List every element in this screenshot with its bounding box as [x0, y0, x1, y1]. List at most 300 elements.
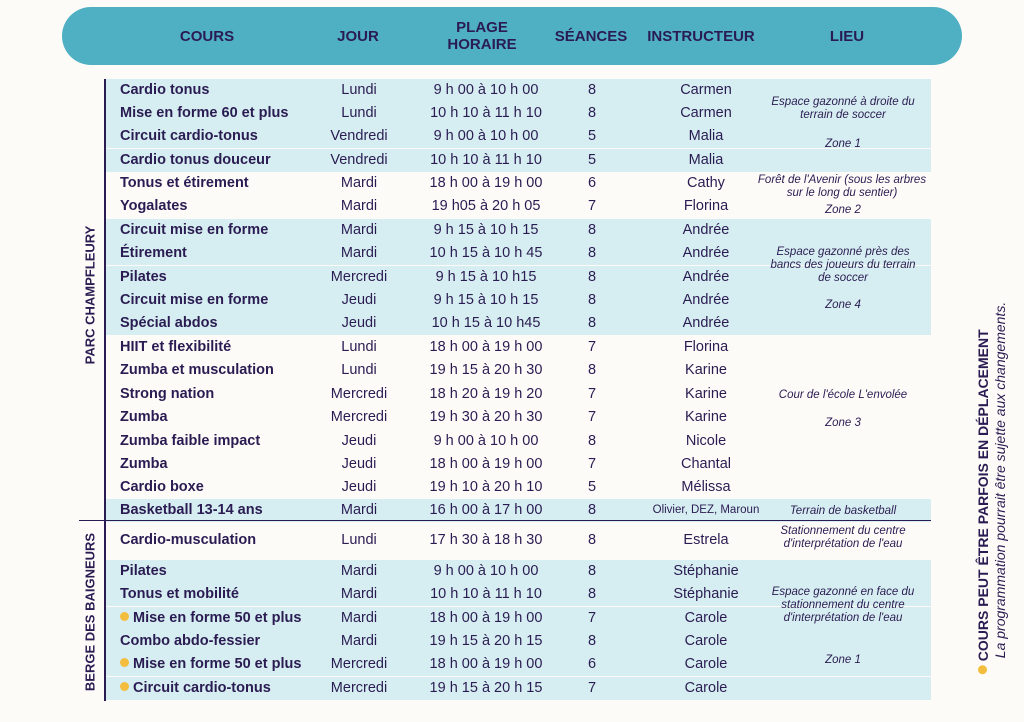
course-day: [306, 525, 412, 555]
course-time-text: 18 h 00 à 19 h 00: [429, 656, 543, 672]
course-name-text: HIIT et flexibilité: [120, 339, 232, 355]
course-instructor-text: Carmen: [680, 105, 732, 121]
course-sessions-text: 7: [587, 610, 597, 626]
course-day-text: Mercredi: [330, 656, 388, 672]
course-sessions-text: 6: [587, 175, 597, 191]
course-time: [416, 336, 556, 359]
course-day-text: Vendredi: [330, 152, 388, 168]
course-day: [306, 266, 412, 289]
course-day-text: Jeudi: [341, 433, 377, 449]
lieu-zone-2: Zone 2: [825, 204, 861, 216]
course-name-text: Basketball 13-14 ans: [120, 502, 263, 518]
course-sessions: [567, 312, 617, 335]
course-time-text: 19 h 30 à 20 h 30: [429, 409, 543, 425]
lieu-espace-soccer: Espace gazonné à droite du terrain de soccer: [771, 96, 915, 121]
course-name-text: Circuit cardio-tonus: [133, 680, 271, 696]
section-label-berge: BERGE DES BAIGNEURS: [82, 532, 98, 692]
course-time: [416, 219, 556, 242]
course-day-text: Mardi: [340, 586, 378, 602]
lieu-foret-avenir: Forêt de l'Avenir (sous les arbres sur le long du sentier): [757, 174, 927, 199]
course-sessions: [567, 125, 617, 148]
course-instructor-text: Nicole: [685, 433, 727, 449]
course-instructor-text: Andrée: [682, 245, 730, 261]
course-instructor-text: Florina: [683, 198, 729, 214]
course-instructor: [636, 476, 776, 499]
course-name: [120, 289, 268, 312]
course-time: [416, 476, 556, 499]
course-name: [120, 102, 288, 125]
course-sessions-text: 8: [587, 433, 597, 449]
course-instructor-text: Karine: [685, 386, 727, 402]
header-cours: COURS: [179, 27, 235, 45]
course-sessions: [567, 359, 617, 382]
course-day: [306, 653, 412, 676]
course-day-text: Mardi: [340, 610, 378, 626]
course-sessions-text: 7: [587, 409, 597, 425]
side-note: [975, 302, 1009, 674]
course-sessions-text: 7: [587, 680, 597, 696]
course-sessions-text: 8: [587, 502, 597, 518]
course-time-text: 19 h 15 à 20 h 30: [429, 362, 543, 378]
course-instructor: [636, 242, 776, 265]
course-time: [416, 172, 556, 195]
course-sessions: [567, 525, 617, 555]
course-instructor: [636, 430, 776, 453]
course-sessions-text: 7: [587, 198, 597, 214]
header-instructeur: INSTRUCTEUR: [647, 27, 755, 45]
course-day: [306, 560, 412, 583]
course-time: [416, 525, 556, 555]
lieu-terrain-basketball: Terrain de basketball: [789, 505, 897, 517]
course-day: [306, 583, 412, 606]
course-instructor-text: Andrée: [682, 292, 730, 308]
course-sessions-text: 8: [587, 633, 597, 649]
course-time: [416, 499, 556, 522]
course-day: [306, 195, 412, 218]
course-name: [120, 149, 271, 172]
course-day-text: Lundi: [341, 82, 377, 98]
course-instructor-text: Karine: [685, 362, 727, 378]
course-sessions-text: 8: [587, 532, 597, 548]
course-name-text: Zumba: [120, 409, 168, 425]
course-time-text: 18 h 00 à 19 h 00: [429, 339, 543, 355]
course-name-text: Pilates: [120, 269, 167, 285]
course-time: [416, 383, 556, 406]
course-instructor: [636, 499, 776, 522]
course-time-text: 9 h 00 à 10 h 00: [433, 433, 539, 449]
course-instructor: [636, 677, 776, 700]
course-name: [120, 525, 256, 555]
course-time: [416, 359, 556, 382]
course-name-text: Cardio boxe: [120, 479, 204, 495]
table-row: [106, 359, 931, 382]
course-day-text: Mercredi: [330, 386, 388, 402]
course-name-text: Circuit mise en forme: [120, 292, 269, 308]
course-day-text: Lundi: [341, 339, 377, 355]
header-lieu: LIEU: [829, 27, 865, 45]
course-instructor-text: Malia: [688, 128, 724, 144]
course-day-text: Lundi: [341, 105, 377, 121]
course-instructor-text: Andrée: [682, 315, 730, 331]
course-day-text: Mardi: [340, 175, 378, 191]
course-time: [416, 195, 556, 218]
course-instructor-text: Mélissa: [681, 479, 731, 495]
lieu-bancs-soccer: Espace gazonné près des bancs des joueurs du terrain de soccer: [770, 246, 916, 284]
course-day: [306, 125, 412, 148]
course-time: [416, 453, 556, 476]
course-day-text: Lundi: [341, 362, 377, 378]
lieu-zone-1: Zone 1: [825, 138, 861, 150]
course-name-text: Cardio-musculation: [120, 532, 257, 548]
course-sessions-text: 8: [587, 245, 597, 261]
course-time: [416, 289, 556, 312]
course-instructor-text: Carole: [684, 656, 728, 672]
course-day-text: Lundi: [341, 532, 377, 548]
course-name: [120, 312, 218, 335]
course-name-text: Tonus et étirement: [120, 175, 249, 191]
lieu-espace-face-stationnement: Espace gazonné en face du stationnement du centre d'interprétation de l'eau: [771, 586, 915, 624]
table-row: [106, 476, 931, 499]
course-instructor: [636, 607, 776, 630]
course-time-text: 9 h 15 à 10 h15: [435, 269, 537, 285]
course-sessions: [567, 242, 617, 265]
table-row: [106, 149, 931, 172]
course-day-text: Mardi: [340, 502, 378, 518]
course-time-text: 19 h 15 à 20 h 15: [429, 680, 543, 696]
course-name: [120, 336, 231, 359]
course-sessions: [567, 453, 617, 476]
course-sessions: [567, 266, 617, 289]
course-time: [416, 266, 556, 289]
course-day: [306, 383, 412, 406]
course-sessions: [567, 583, 617, 606]
course-time-text: 19 h05 à 20 h 05: [431, 198, 541, 214]
course-time: [416, 125, 556, 148]
course-time: [416, 102, 556, 125]
course-instructor-text: Stéphanie: [673, 563, 739, 579]
course-time-text: 17 h 30 à 18 h 30: [429, 532, 543, 548]
table-row: [106, 453, 931, 476]
table-row: [106, 430, 931, 453]
course-sessions-text: 7: [587, 386, 597, 402]
lieu-zone-4: Zone 4: [825, 299, 861, 311]
course-time: [416, 430, 556, 453]
course-sessions-text: 7: [587, 456, 597, 472]
course-name: [120, 430, 260, 453]
course-day: [306, 359, 412, 382]
course-sessions-text: 8: [587, 362, 597, 378]
course-name-text: Combo abdo-fessier: [120, 633, 261, 649]
course-name: [120, 630, 260, 653]
course-instructor: [636, 266, 776, 289]
course-day-text: Jeudi: [341, 456, 377, 472]
course-day: [306, 149, 412, 172]
course-name: [120, 195, 187, 218]
course-name: [120, 219, 268, 242]
legend-dot-icon: [978, 665, 987, 674]
course-instructor-text: Cathy: [687, 175, 725, 191]
course-day: [306, 430, 412, 453]
course-day: [306, 630, 412, 653]
course-instructor: [636, 560, 776, 583]
header-plage: [427, 7, 537, 65]
course-time: [416, 677, 556, 700]
course-name-text: Cardio tonus douceur: [120, 152, 271, 168]
table-row: [106, 560, 931, 583]
header-plage-line2: HORAIRE: [447, 36, 517, 53]
course-instructor-text: Carole: [684, 680, 728, 696]
course-sessions: [567, 336, 617, 359]
course-instructor: [636, 406, 776, 429]
course-instructor: [636, 630, 776, 653]
course-sessions: [567, 102, 617, 125]
course-sessions: [567, 406, 617, 429]
course-sessions: [567, 289, 617, 312]
course-instructor: [636, 125, 776, 148]
course-time-text: 9 h 00 à 10 h 00: [433, 82, 539, 98]
course-sessions-text: 5: [587, 152, 597, 168]
course-day-text: Jeudi: [341, 315, 377, 331]
course-sessions: [567, 607, 617, 630]
course-sessions: [567, 195, 617, 218]
course-name: [120, 677, 271, 700]
course-instructor: [636, 79, 776, 102]
course-sessions-text: 7: [587, 339, 597, 355]
note-changements: La programmation pourrait être sujette aux changements.: [992, 301, 1008, 659]
course-name-text: Mise en forme 50 et plus: [133, 610, 302, 626]
course-sessions-text: 8: [587, 82, 597, 98]
section-divider-horizontal: [79, 520, 931, 521]
course-day: [306, 476, 412, 499]
course-instructor-text: Andrée: [682, 222, 730, 238]
course-instructor-text: Malia: [688, 152, 724, 168]
table-row: [106, 677, 931, 700]
course-sessions: [567, 79, 617, 102]
course-sessions: [567, 677, 617, 700]
course-time-text: 19 h 15 à 20 h 15: [429, 633, 543, 649]
course-instructor: [636, 312, 776, 335]
course-sessions-text: 5: [587, 128, 597, 144]
course-sessions-text: 6: [587, 656, 597, 672]
course-name: [120, 607, 301, 630]
course-sessions-text: 5: [587, 479, 597, 495]
course-instructor: [636, 219, 776, 242]
course-name-text: Circuit mise en forme: [120, 222, 269, 238]
course-instructor-text: Stéphanie: [673, 586, 739, 602]
course-sessions-text: 8: [587, 105, 597, 121]
course-day-text: Jeudi: [341, 479, 377, 495]
course-instructor: [636, 336, 776, 359]
course-day: [306, 677, 412, 700]
yellow-dot-icon: [120, 682, 129, 691]
header-jour: JOUR: [337, 27, 379, 45]
course-sessions-text: 8: [587, 563, 597, 579]
course-instructor: [636, 453, 776, 476]
course-day: [306, 102, 412, 125]
table-row: [106, 630, 931, 653]
course-time-text: 18 h 00 à 19 h 00: [429, 610, 543, 626]
course-time: [416, 312, 556, 335]
course-time: [416, 653, 556, 676]
course-sessions: [567, 653, 617, 676]
course-sessions-text: 8: [587, 222, 597, 238]
course-name-text: Circuit cardio-tonus: [120, 128, 258, 144]
course-name: [120, 125, 258, 148]
course-instructor-text: Carmen: [680, 82, 732, 98]
course-name-text: Mise en forme 50 et plus: [133, 656, 302, 672]
course-time-text: 10 h 15 à 10 h45: [431, 315, 541, 331]
course-name-text: Cardio tonus: [120, 82, 210, 98]
course-day-text: Mercredi: [330, 269, 388, 285]
table-row: [106, 312, 931, 335]
course-name-text: Spécial abdos: [120, 315, 218, 331]
course-time: [416, 630, 556, 653]
course-sessions: [567, 219, 617, 242]
course-name-text: Étirement: [120, 245, 187, 261]
course-instructor-text: Olivier, DEZ, Maroun: [652, 504, 760, 516]
course-day: [306, 453, 412, 476]
lieu-zone-1-berge: Zone 1: [825, 654, 861, 666]
course-name: [120, 499, 263, 522]
course-name: [120, 583, 239, 606]
course-name-text: Pilates: [120, 563, 167, 579]
table-row: [106, 336, 931, 359]
course-day: [306, 79, 412, 102]
lieu-stationnement: Stationnement du centre d'interprétation de l'eau: [780, 525, 906, 550]
course-time: [416, 607, 556, 630]
course-name-text: Zumba faible impact: [120, 433, 261, 449]
course-day-text: Mardi: [340, 563, 378, 579]
course-name-text: Zumba: [120, 456, 168, 472]
note-deplacement: COURS PEUT ÊTRE PARFOIS EN DÉPLACEMENT: [975, 329, 991, 662]
course-name-text: Yogalates: [120, 198, 188, 214]
table-row: [106, 219, 931, 242]
course-time: [416, 79, 556, 102]
course-instructor-text: Carole: [684, 610, 728, 626]
course-instructor: [636, 289, 776, 312]
course-day-text: Mercredi: [330, 409, 388, 425]
course-name: [120, 453, 168, 476]
course-name: [120, 476, 204, 499]
section-divider-vertical: [104, 79, 106, 701]
course-name: [120, 79, 209, 102]
yellow-dot-icon: [120, 658, 129, 667]
course-instructor: [636, 359, 776, 382]
course-name: [120, 172, 249, 195]
course-time-text: 19 h 10 à 20 h 10: [429, 479, 543, 495]
course-instructor-text: Carole: [684, 633, 728, 649]
course-time-text: 9 h 00 à 10 h 00: [433, 563, 539, 579]
course-day-text: Vendredi: [330, 128, 388, 144]
course-sessions-text: 8: [587, 315, 597, 331]
table-header: [62, 7, 962, 65]
course-day-text: Mardi: [340, 198, 378, 214]
course-sessions: [567, 172, 617, 195]
course-name-text: Tonus et mobilité: [120, 586, 239, 602]
course-day: [306, 312, 412, 335]
course-name-text: Strong nation: [120, 386, 215, 402]
course-name-text: Zumba et musculation: [120, 362, 274, 378]
lieu-ecole-envolee: Cour de l'école L'envolée: [778, 389, 908, 401]
course-instructor-text: Karine: [685, 409, 727, 425]
course-name: [120, 406, 168, 429]
course-day-text: Mardi: [340, 245, 378, 261]
course-day: [306, 607, 412, 630]
course-instructor: [636, 102, 776, 125]
course-day: [306, 242, 412, 265]
course-name: [120, 359, 274, 382]
course-instructor-text: Chantal: [681, 456, 731, 472]
course-time: [416, 406, 556, 429]
course-day: [306, 289, 412, 312]
course-time-text: 10 h 10 à 11 h 10: [430, 586, 542, 602]
course-sessions-text: 8: [587, 292, 597, 308]
course-sessions: [567, 630, 617, 653]
course-time: [416, 242, 556, 265]
course-time: [416, 583, 556, 606]
course-day: [306, 336, 412, 359]
course-sessions: [567, 149, 617, 172]
course-name-text: Mise en forme 60 et plus: [120, 105, 289, 121]
course-time: [416, 560, 556, 583]
course-sessions: [567, 499, 617, 522]
section-label-parc: PARC CHAMPFLEURY: [82, 225, 98, 365]
course-time-text: 18 h 00 à 19 h 00: [429, 175, 543, 191]
course-time-text: 18 h 00 à 19 h 00: [429, 456, 543, 472]
header-plage-line1: PLAGE: [456, 19, 508, 36]
course-sessions: [567, 383, 617, 406]
course-sessions: [567, 476, 617, 499]
course-instructor: [636, 583, 776, 606]
course-time-text: 9 h 15 à 10 h 15: [433, 222, 539, 238]
course-sessions: [567, 430, 617, 453]
course-time-text: 10 h 15 à 10 h 45: [429, 245, 543, 261]
course-instructor-text: Estrela: [683, 532, 729, 548]
course-day-text: Mardi: [340, 633, 378, 649]
course-day-text: Mercredi: [330, 680, 388, 696]
header-seances: SÉANCES: [554, 27, 628, 45]
course-instructor-text: Andrée: [682, 269, 730, 285]
course-instructor: [636, 525, 776, 555]
course-instructor: [636, 383, 776, 406]
course-instructor: [636, 149, 776, 172]
course-name: [120, 266, 167, 289]
course-time-text: 9 h 00 à 10 h 00: [433, 128, 539, 144]
course-day: [306, 172, 412, 195]
course-name: [120, 383, 214, 406]
course-time-text: 10 h 10 à 11 h 10: [430, 105, 542, 121]
course-day: [306, 406, 412, 429]
course-time-text: 18 h 20 à 19 h 20: [429, 386, 543, 402]
course-sessions-text: 8: [587, 269, 597, 285]
course-instructor: [636, 653, 776, 676]
course-day: [306, 219, 412, 242]
course-day: [306, 499, 412, 522]
course-day-text: Jeudi: [341, 292, 377, 308]
course-time-text: 9 h 15 à 10 h 15: [433, 292, 539, 308]
course-instructor-text: Florina: [683, 339, 729, 355]
course-sessions-text: 8: [587, 586, 597, 602]
course-time: [416, 149, 556, 172]
course-time-text: 10 h 10 à 11 h 10: [430, 152, 542, 168]
course-day-text: Mardi: [340, 222, 378, 238]
course-sessions: [567, 560, 617, 583]
yellow-dot-icon: [120, 612, 129, 621]
course-name: [120, 242, 187, 265]
lieu-zone-3: Zone 3: [825, 417, 861, 429]
course-time-text: 16 h 00 à 17 h 00: [429, 502, 543, 518]
course-name: [120, 653, 301, 676]
